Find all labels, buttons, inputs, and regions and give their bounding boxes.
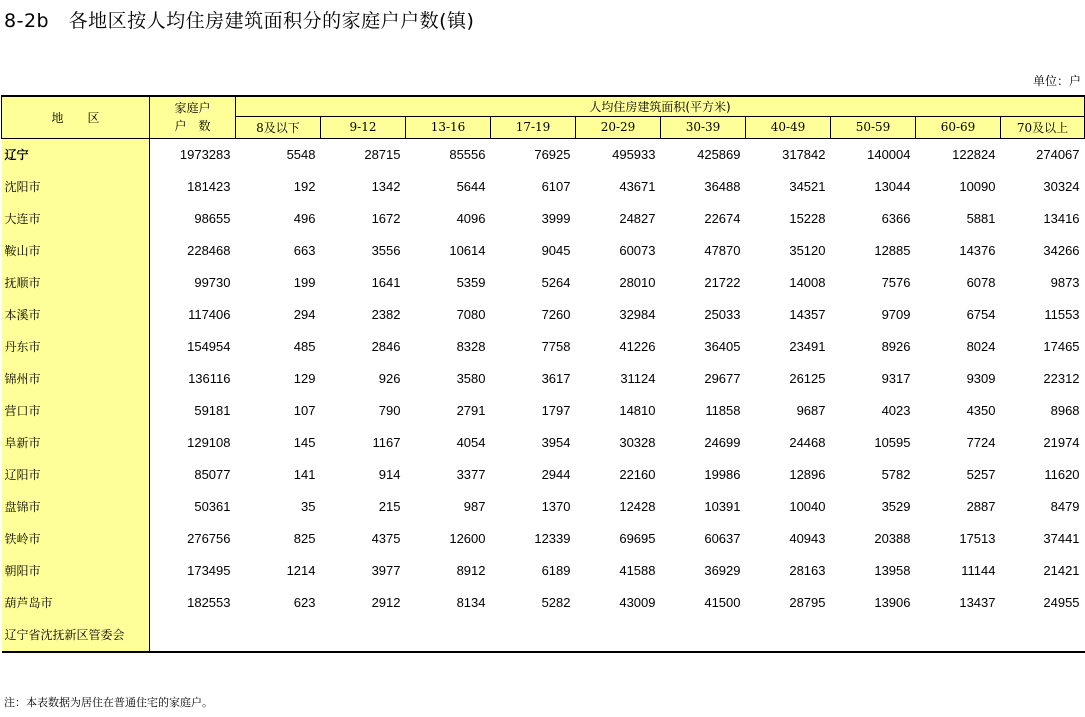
area-bucket-cell: 914 [378,467,401,482]
area-bucket-cell: 60637 [704,531,741,546]
area-bucket-cell: 9317 [881,371,911,386]
area-bucket-cell: 294 [293,307,316,322]
households-cell: 181423 [187,179,231,194]
page-title: 8-2b 各地区按人均住房建筑面积分的家庭户户数(镇) [4,10,475,32]
area-bucket-cell: 317842 [782,147,826,162]
area-bucket-cell: 8024 [966,339,996,354]
area-bucket-cell: 2791 [456,403,486,418]
table-row [2,491,1085,523]
households-cell: 129108 [187,435,231,450]
households-cell: 99730 [194,275,231,290]
area-bucket-cell: 4350 [966,403,996,418]
area-bucket-cell: 2887 [966,499,996,514]
area-bucket-cell: 11620 [1044,467,1080,482]
area-bucket-cell: 30328 [619,435,656,450]
area-bucket-cell: 26125 [789,371,826,386]
area-bucket-cell: 5548 [286,147,316,162]
area-bucket-cell: 10614 [449,243,486,258]
area-bucket-cell: 41226 [619,339,656,354]
area-bucket-cell: 31124 [620,371,656,386]
area-bucket-cell: 11144 [961,563,996,578]
area-bucket-cell: 790 [378,403,401,418]
area-bucket-cell [321,619,406,652]
region-name: 朝阳市 [2,555,150,587]
column-header: 17-19 [491,116,576,138]
table-row [2,363,1085,395]
area-bucket-cell: 215 [378,499,401,514]
column-header: 30-39 [661,116,746,138]
area-bucket-cell: 9873 [1050,275,1080,290]
area-bucket-cell: 6107 [541,179,571,194]
area-bucket-cell: 485 [293,339,316,354]
region-name: 盘锦市 [2,491,150,523]
area-bucket-cell [831,619,916,652]
area-bucket-cell [661,619,746,652]
area-bucket-cell: 36405 [704,339,741,354]
area-bucket-cell: 3617 [541,371,571,386]
area-bucket-cell: 32984 [619,307,656,322]
area-bucket-cell: 17465 [1043,339,1080,354]
area-bucket-cell: 5359 [456,275,486,290]
area-bucket-cell: 43009 [619,595,656,610]
region-name: 锦州市 [2,363,150,395]
area-bucket-cell: 7080 [456,307,486,322]
region-name: 辽阳市 [2,459,150,491]
area-bucket-cell [746,619,831,652]
area-bucket-cell: 2846 [371,339,401,354]
area-bucket-cell: 28715 [364,147,401,162]
area-bucket-cell: 22312 [1043,371,1080,386]
area-bucket-cell: 2944 [541,467,571,482]
area-bucket-cell: 1672 [371,211,401,226]
households-cell: 50361 [194,499,231,514]
region-name: 辽宁省沈抚新区管委会 [2,619,150,652]
area-bucket-cell: 14376 [959,243,996,258]
area-bucket-cell: 7576 [881,275,911,290]
area-bucket-cell: 107 [293,403,316,418]
area-bucket-cell: 19986 [704,467,741,482]
area-bucket-cell: 987 [463,499,486,514]
region-name: 葫芦岛市 [2,587,150,619]
area-bucket-cell: 5881 [966,211,996,226]
area-bucket-cell: 8912 [456,563,486,578]
region-name: 铁岭市 [2,523,150,555]
households-cell: 182553 [187,595,231,610]
table-row [2,619,1085,652]
area-bucket-cell: 11553 [1044,307,1080,322]
households-cell: 173495 [187,563,231,578]
area-bucket-cell: 12339 [534,531,571,546]
table-row [2,203,1085,235]
area-bucket-cell: 6078 [966,275,996,290]
area-bucket-cell: 40943 [789,531,826,546]
area-bucket-cell: 14810 [619,403,656,418]
area-bucket-cell: 14008 [789,275,826,290]
area-bucket-cell: 8926 [881,339,911,354]
area-bucket-cell: 36929 [704,563,741,578]
area-bucket-cell: 21421 [1043,563,1080,578]
area-bucket-cell: 11858 [705,403,741,418]
area-bucket-cell: 43671 [619,179,656,194]
table-row [2,459,1085,491]
area-bucket-cell: 10595 [874,435,911,450]
column-header: 60-69 [916,116,1001,138]
households-cell: 1973283 [179,147,231,162]
area-bucket-cell: 85556 [449,147,486,162]
column-header: 70及以上 [1001,116,1085,138]
area-bucket-cell: 7260 [541,307,571,322]
area-bucket-cell: 13416 [1043,211,1080,226]
area-bucket-cell: 8134 [456,595,486,610]
area-bucket-cell: 24827 [619,211,656,226]
households-cell: 85077 [194,467,231,482]
households-header-line1: 家庭户 [174,101,211,116]
area-bucket-cell: 7724 [966,435,996,450]
region-name: 丹东市 [2,331,150,363]
area-bucket-cell: 9687 [796,403,826,418]
area-bucket-cell: 9709 [881,307,911,322]
area-bucket-cell: 12885 [874,243,911,258]
table-row [2,523,1085,555]
area-bucket-cell: 7758 [541,339,571,354]
unit-label: 单位：户 [1032,74,1081,88]
column-header: 8及以下 [236,116,321,138]
region-name: 阜新市 [2,427,150,459]
area-bucket-cell: 13906 [874,595,911,610]
column-header: 9-12 [321,116,406,138]
households-cell: 98655 [194,211,231,226]
area-bucket-cell: 17513 [959,531,996,546]
column-header: 50-59 [831,116,916,138]
area-bucket-cell [406,619,491,652]
area-bucket-cell: 30324 [1043,179,1080,194]
table-row [2,171,1085,203]
area-bucket-cell: 28010 [619,275,656,290]
region-name: 鞍山市 [2,235,150,267]
area-bucket-cell: 3977 [371,563,401,578]
households-header-line2: 户 数 [174,119,211,134]
area-bucket-cell: 141 [293,467,316,482]
households-cell: 154954 [187,339,231,354]
table-row [2,427,1085,459]
area-bucket-cell: 3556 [371,243,401,258]
area-bucket-cell: 41500 [704,595,741,610]
households-cell: 228468 [187,243,231,258]
area-bucket-cell: 34521 [789,179,826,194]
area-bucket-cell: 4023 [881,403,911,418]
area-bucket-cell: 6189 [541,563,571,578]
area-bucket-cell: 4375 [371,531,401,546]
area-bucket-cell: 122824 [952,147,996,162]
area-bucket-cell: 425869 [697,147,741,162]
area-bucket-cell: 8968 [1050,403,1080,418]
area-bucket-cell: 12428 [619,499,656,514]
households-cell: 276756 [187,531,231,546]
area-bucket-cell: 4054 [456,435,486,450]
column-header: 13-16 [406,116,491,138]
area-bucket-cell: 3377 [456,467,486,482]
households-cell: 136116 [188,371,231,386]
area-bucket-cell: 4096 [456,211,486,226]
area-bucket-cell: 13437 [959,595,996,610]
area-bucket-cell: 37441 [1043,531,1080,546]
region-name: 营口市 [2,395,150,427]
area-bucket-cell: 8479 [1050,499,1080,514]
table-row [2,331,1085,363]
area-bucket-cell: 1797 [541,403,571,418]
area-bucket-cell: 23491 [789,339,826,354]
area-bucket-cell [491,619,576,652]
area-bucket-cell: 34266 [1043,243,1080,258]
area-bucket-cell: 24955 [1043,595,1080,610]
area-bucket-cell: 41588 [619,563,656,578]
area-bucket-cell: 5282 [541,595,571,610]
area-bucket-cell: 496 [293,211,316,226]
area-bucket-cell: 5644 [456,179,486,194]
area-bucket-cell: 5257 [966,467,996,482]
households-cell [150,619,236,652]
area-bucket-cell: 47870 [704,243,741,258]
area-bucket-cell [916,619,1001,652]
area-bucket-cell: 12600 [449,531,486,546]
area-bucket-cell: 199 [293,275,316,290]
area-bucket-cell: 6754 [966,307,996,322]
area-bucket-cell: 13958 [874,563,911,578]
area-bucket-cell: 10040 [789,499,826,514]
table-row [2,138,1085,171]
area-bucket-cell: 926 [378,371,401,386]
area-bucket-cell: 274067 [1036,147,1080,162]
area-bucket-cell: 145 [293,435,316,450]
column-header: 20-29 [576,116,661,138]
area-bucket-cell: 22674 [704,211,741,226]
area-bucket-cell: 9309 [966,371,996,386]
footnote: 注：本表数据为居住在普通住宅的家庭户。 [4,696,213,709]
area-bucket-cell: 28163 [789,563,826,578]
region-name: 大连市 [2,203,150,235]
table-row [2,395,1085,427]
area-bucket-cell: 663 [293,243,316,258]
area-bucket-cell: 6366 [881,211,911,226]
area-bucket-cell: 9045 [541,243,571,258]
area-bucket-cell: 1167 [372,435,401,450]
region-name: 辽宁 [2,138,150,171]
area-bucket-cell: 1641 [371,275,401,290]
area-bucket-cell: 69695 [619,531,656,546]
area-bucket-cell: 5264 [541,275,571,290]
area-bucket-cell: 28795 [789,595,826,610]
area-bucket-cell [236,619,321,652]
households-cell: 59181 [194,403,231,418]
area-bucket-cell: 25033 [704,307,741,322]
area-bucket-cell: 36488 [704,179,741,194]
area-bucket-cell: 2912 [371,595,401,610]
area-bucket-cell: 60073 [619,243,656,258]
area-bucket-cell: 22160 [619,467,656,482]
area-bucket-cell: 129 [293,371,316,386]
table-row [2,299,1085,331]
area-bucket-cell: 10391 [704,499,741,514]
area-bucket-cell: 623 [293,595,316,610]
area-group-header: 人均住房建筑面积(平方米) [236,96,1085,116]
area-bucket-cell: 35 [301,499,316,514]
area-bucket-cell: 1342 [371,179,401,194]
area-bucket-cell: 2382 [371,307,401,322]
area-bucket-cell: 76925 [534,147,571,162]
area-bucket-cell: 21974 [1043,435,1080,450]
region-name: 沈阳市 [2,171,150,203]
region-name: 本溪市 [2,299,150,331]
area-bucket-cell: 14357 [789,307,826,322]
area-bucket-cell: 29677 [704,371,741,386]
area-bucket-cell: 15228 [789,211,826,226]
area-bucket-cell: 1214 [286,563,316,578]
area-bucket-cell: 825 [293,531,316,546]
table-row [2,555,1085,587]
area-bucket-cell: 24468 [789,435,826,450]
area-bucket-cell: 35120 [789,243,826,258]
table-row [2,267,1085,299]
table-row [2,235,1085,267]
area-bucket-cell [576,619,661,652]
area-bucket-cell [1001,619,1085,652]
region-name: 抚顺市 [2,267,150,299]
data-table [1,95,1085,653]
area-bucket-cell: 1370 [541,499,571,514]
area-bucket-cell: 3954 [541,435,571,450]
households-header [150,96,236,138]
table-row [2,587,1085,619]
region-header: 地 区 [2,96,150,138]
area-bucket-cell: 3580 [456,371,486,386]
area-bucket-cell: 3999 [541,211,571,226]
area-bucket-cell: 140004 [867,147,911,162]
area-bucket-cell: 3529 [881,499,911,514]
area-bucket-cell: 10090 [959,179,996,194]
column-header: 40-49 [746,116,831,138]
area-bucket-cell: 21722 [704,275,741,290]
area-bucket-cell: 20388 [874,531,911,546]
area-bucket-cell: 12896 [789,467,826,482]
area-bucket-cell: 13044 [874,179,911,194]
area-bucket-cell: 192 [293,179,316,194]
area-bucket-cell: 24699 [704,435,741,450]
households-cell: 117406 [188,307,231,322]
area-bucket-cell: 495933 [612,147,656,162]
area-bucket-cell: 5782 [881,467,911,482]
area-bucket-cell: 8328 [456,339,486,354]
